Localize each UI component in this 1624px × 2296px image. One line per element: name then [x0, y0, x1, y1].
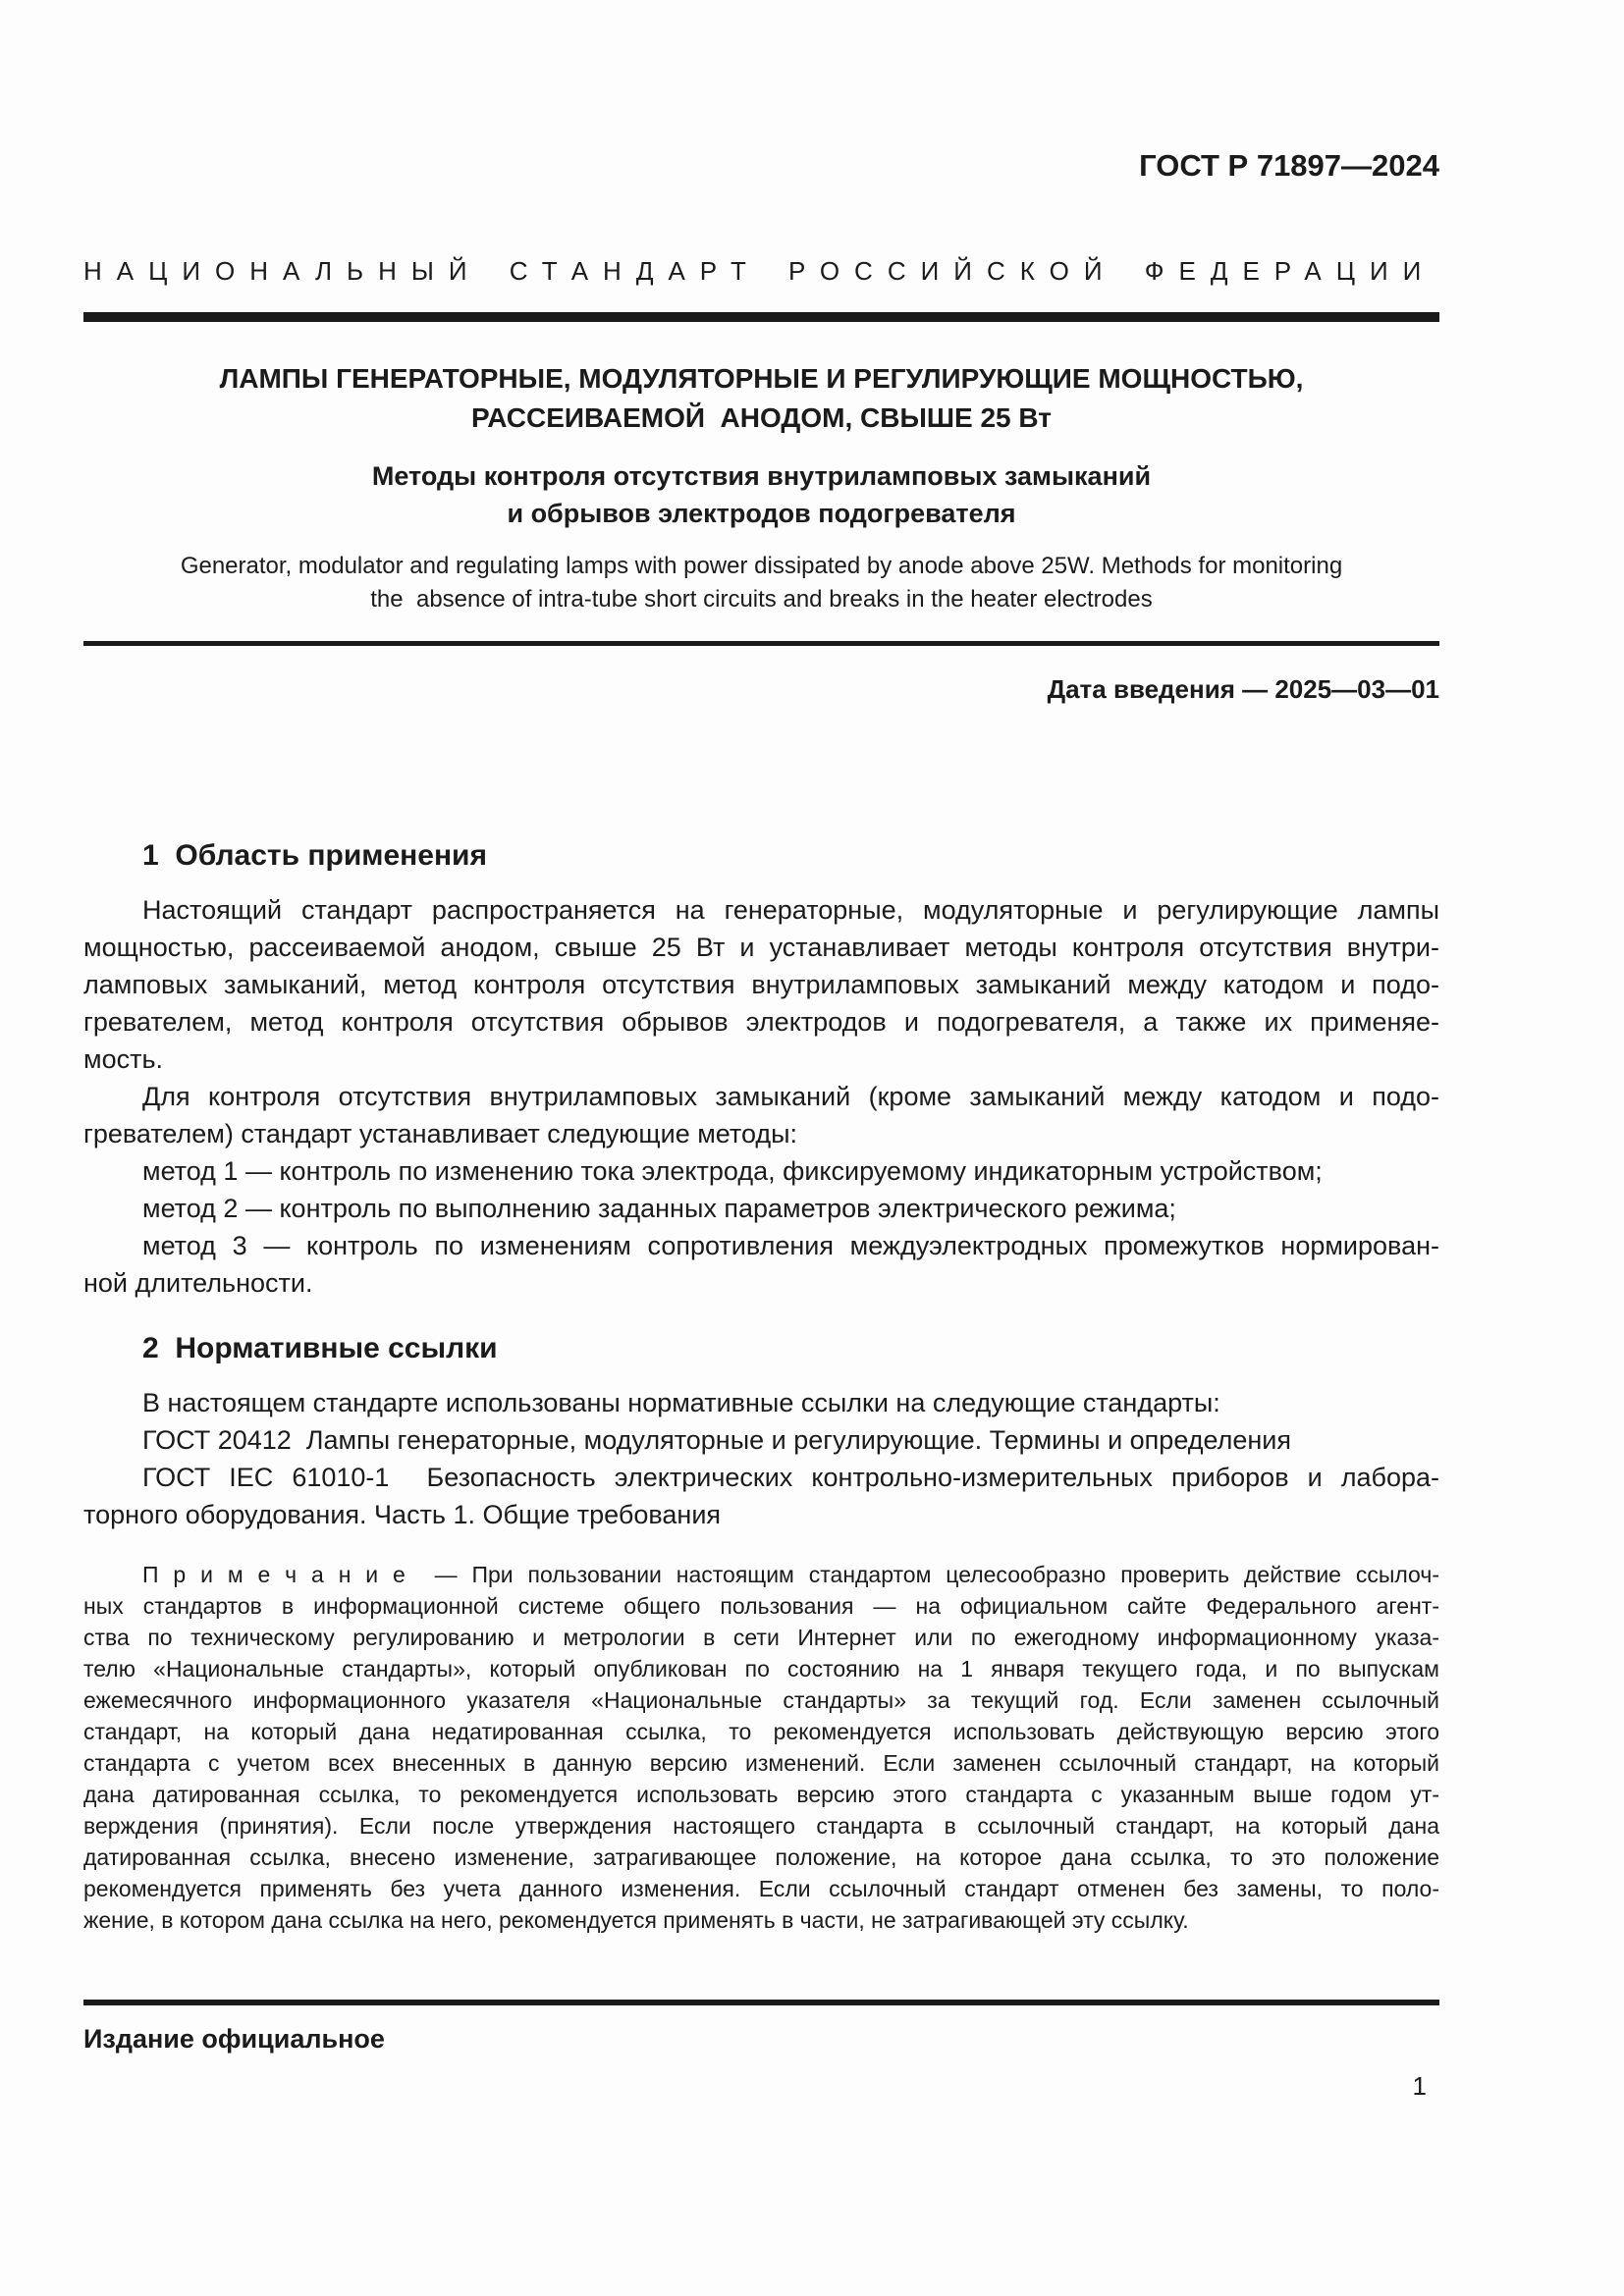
- text-line: гревателем) стандарт устанавливает следующие методы:: [83, 1119, 798, 1148]
- text-line: мощностью, рассеиваемой анодом, свыше 25 Вт и устанавливает методы контроля отсутствия внутри-: [83, 933, 1439, 962]
- note-line: рекомендуется применять без учета данного изменения. Если ссылочный стандарт отменен без замены, то поло-: [83, 1876, 1439, 1901]
- text-line: В настоящем стандарте использованы нормативные ссылки на следующие стандарты:: [142, 1388, 1220, 1417]
- text-line: мость.: [83, 1044, 164, 1074]
- subtitle-ru-line1: Методы контроля отсутствия внутриламповых замыканий: [371, 461, 1152, 491]
- note-line: верждения (принятия). Если после утверждения настоящего стандарта в ссылочный стандарт, на который дана: [83, 1813, 1439, 1839]
- references-note: [83, 1559, 1439, 1936]
- text-line: ГОСТ IEC 61010-1 Безопасность электрических контрольно-измерительных приборов и лабора-: [142, 1463, 1439, 1492]
- text-line: метод 2 — контроль по выполнению заданных параметров электрического режима;: [142, 1194, 1176, 1223]
- divider-thin: [83, 641, 1439, 646]
- doc-number: ГОСТ Р 71897—2024: [1139, 148, 1439, 183]
- note-line: телю «Национальные стандарты», который опубликован по состоянию на 1 января текущего года, и по выпускам: [83, 1656, 1439, 1682]
- official-edition-label: Издание официальное: [83, 2024, 385, 2054]
- subtitle-ru: [83, 457, 1439, 532]
- title-en: [83, 550, 1439, 616]
- page-number: 1: [1412, 2071, 1427, 2101]
- title-ru-line1: ЛАМПЫ ГЕНЕРАТОРНЫЕ, МОДУЛЯТОРНЫЕ И РЕГУЛИРУЮЩИЕ МОЩНОСТЬЮ,: [219, 363, 1304, 394]
- note-line: датированная ссылка, внесено изменение, затрагивающее положение, на которое дана ссылка, то это положение: [83, 1844, 1439, 1870]
- note-line: ных стандартов в информационной системе общего пользования — на официальном сайте Федерального агент-: [83, 1593, 1439, 1619]
- note-line: жение, в котором дана ссылка на него, рекомендуется применять в части, не затрагивающей эту ссылку.: [83, 1907, 1189, 1933]
- text-line: торного оборудования. Часть 1. Общие требования: [83, 1500, 722, 1529]
- subtitle-ru-line2: и обрывов электродов подогревателя: [507, 499, 1016, 528]
- divider-thick: [83, 312, 1439, 322]
- title-ru: [83, 359, 1439, 438]
- title-ru-line2: РАССЕИВАЕМОЙ АНОДОМ, СВЫШЕ 25 Вт: [471, 402, 1052, 433]
- text-line: ГОСТ 20412 Лампы генераторные, модуляторные и регулирующие. Термины и определения: [142, 1425, 1292, 1455]
- text-line: метод 3 — контроль по изменениям сопротивления междуэлектродных промежутков нормирован-: [142, 1231, 1439, 1260]
- note-line: стандарт, на который дана недатированная ссылка, то рекомендуется использовать действующую версию этого: [83, 1719, 1439, 1744]
- note-line: ежемесячного информационного указателя «Национальные стандарты» за текущий год. Если заменен ссылочный: [83, 1687, 1439, 1713]
- standard-type-heading: НАЦИОНАЛЬНЫЙ СТАНДАРТ РОССИЙСКОЙ ФЕДЕРАЦИИ: [83, 256, 1436, 286]
- text-line: ламповых замыканий, метод контроля отсутствия внутриламповых замыканий между катодом и подо-: [83, 970, 1439, 999]
- title-en-line1: Generator, modulator and regulating lamps with power dissipated by anode above 25W. Methods for monitoring: [180, 553, 1343, 579]
- text-line: Настоящий стандарт распространяется на генераторные, модуляторные и регулирующие лампы: [142, 895, 1439, 925]
- section-2-body: [83, 1384, 1439, 1533]
- section-1-heading: 1 Область применения: [142, 839, 488, 872]
- note-line: ства по техническому регулированию и метрологии в сети Интернет или по ежегодному информационному указа-: [83, 1625, 1439, 1650]
- section-2-heading: 2 Нормативные ссылки: [142, 1332, 498, 1364]
- text-line: гревателем, метод контроля отсутствия обрывов электродов и подогревателя, а также их применяе-: [83, 1007, 1439, 1037]
- title-en-line2: the absence of intra-tube short circuits and breaks in the heater electrodes: [370, 586, 1153, 613]
- introduction-date: Дата введения — 2025—03—01: [1047, 674, 1439, 704]
- text-line: ной длительности.: [83, 1268, 313, 1298]
- text-line: Для контроля отсутствия внутриламповых замыканий (кроме замыканий между катодом и подо-: [142, 1082, 1439, 1111]
- note-line: дана датированная ссылка, то рекомендуется использовать версию этого стандарта с указанным выше годом ут-: [83, 1782, 1439, 1807]
- note-line: П р и м е ч а н и е — При пользовании настоящим стандартом целесообразно проверить действие ссылоч-: [142, 1562, 1439, 1587]
- note-line: стандарта с учетом всех внесенных в данную версию изменений. Если заменен ссылочный стандарт, на который: [83, 1750, 1439, 1776]
- section-1-body: [83, 891, 1439, 1302]
- text-line: метод 1 — контроль по изменению тока электрода, фиксируемому индикаторным устройством;: [142, 1156, 1323, 1186]
- footer-divider: [83, 2000, 1439, 2005]
